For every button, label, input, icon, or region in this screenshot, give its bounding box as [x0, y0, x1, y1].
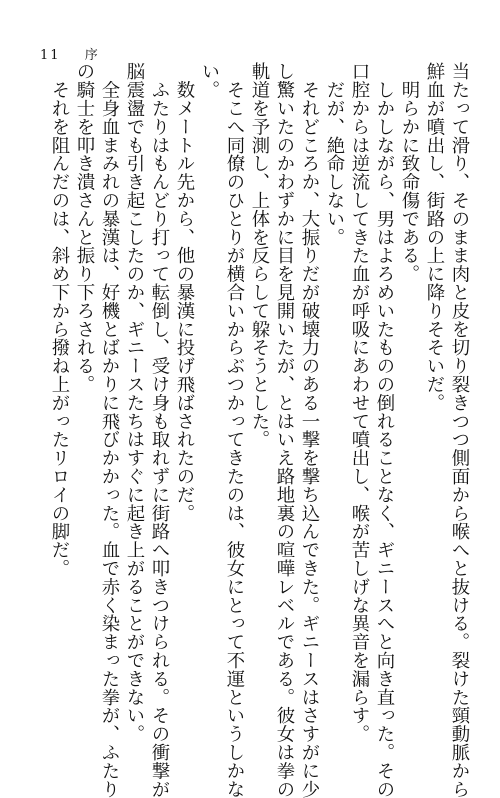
text-line: し驚いたのかわずかに目を見開いたが、とはいえ路地裏の喧嘩レベルである。彼女は拳の — [274, 62, 295, 798]
text-line: 軌道を予測し、上体を反らして躱そうとした。 — [249, 62, 270, 449]
text-line: 口腔からは逆流してきた血が呼吸にあわせて噴出し、喉が苦しげな異音を漏らす。 — [349, 62, 370, 743]
page-number: 11 — [40, 48, 61, 63]
page-header — [40, 44, 100, 63]
text-line: 数メートル先から、他の暴漢に投げ飛ばされたのだ。 — [174, 62, 195, 522]
text-line: の騎士を叩き潰さんと振り下ろされる。 — [74, 62, 95, 394]
text-line: い。 — [199, 62, 220, 99]
text-line: 鮮血が噴出し、街路の上に降りそそいだ。 — [424, 62, 445, 412]
text-line: それどころか、大振りだが破壊力のある一撃を撃ち込んできた。ギニースはさすがに少 — [299, 62, 320, 798]
text-line: ふたりはもんどり打って転倒し、受け身も取れずに街路へ叩きつけられる。その衝撃が — [149, 62, 170, 798]
vertical-text-body — [49, 62, 470, 798]
text-line: しかしながら、男はよろめいたものの倒れることなく、ギニースへと向き直った。その — [374, 62, 395, 798]
text-line: 全身血まみれの暴漢は、好機とばかりに飛びかかった。血で赤く染まった拳が、ふたり — [99, 62, 120, 798]
chapter-title: 序 — [84, 48, 100, 63]
text-line: 当たって滑り、そのまま肉と皮を切り裂きつつ側面から喉へと抜ける。裂けた頸動脈から — [449, 62, 470, 798]
text-line: そこへ同僚のひとりが横合いからぶつかってきたのは、彼女にとって不運というしかな — [224, 62, 245, 798]
text-line: 明らかに致命傷である。 — [399, 62, 420, 283]
text-line: それを阻んだのは、斜め下から撥ね上がったリロイの脚だ。 — [49, 62, 70, 578]
text-line: 脳震盪でも引き起こしたのか、ギニースたちはすぐに起き上がることができない。 — [124, 62, 145, 743]
text-line: だが、絶命しない。 — [324, 62, 345, 246]
